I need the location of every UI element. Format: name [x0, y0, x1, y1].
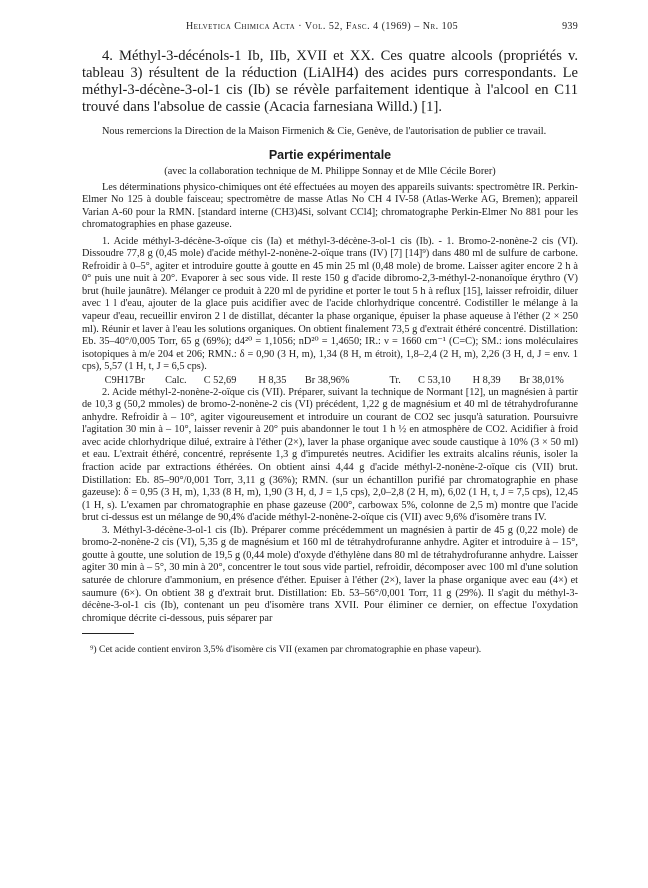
paragraph-apparatus: Les déterminations physico-chimiques ont été effectuées au moyen des appareils suivants: spectromètre IR. Perkin-Elmer No 125 à double faisceau; spectromètre de masse Atlas No CH 4 IV-58 (Atlas-Werke AG, Bremen); appareil Varian A-60 pour la RMN. [standard interne (CH3)4Si, solvant CCl4]; chromatographe Perkin-Elmer No 881 pour les chromatographies en phase gazeuse.: [82, 181, 578, 231]
found-label: Tr.: [389, 374, 401, 386]
found-br: Br 38,01%: [519, 374, 564, 386]
paragraph-methyl-decenols: 4. Méthyl-3-décénols-1 Ib, IIb, XVII et XX. Ces quatre alcools (propriétés v. tableau 3) résultent de la réduction (LiAlH4) des acides purs correspondants. Le méthyl-3-décène-3-ol-1 cis (Ib) se révèle parfaitement identique à l'alcool en C11 trouvé dans l'absolue de cassie (Acacia farnesiana Willd.) [1].: [82, 48, 578, 115]
footnote: ⁹) Cet acide contient environ 3,5% d'isomère cis VII (examen par chromatographie en phase vapeur).: [90, 643, 482, 655]
calc-label: Calc.: [165, 374, 187, 386]
section-title: Partie expérimentale: [268, 147, 392, 162]
paragraph-acknowledgement: Nous remercions la Direction de la Maison Firmenich & Cie, Genève, de l'autorisation de publier ce travail.: [102, 126, 547, 137]
footnote-rule: [82, 633, 134, 634]
collaboration-note: (avec la collaboration technique de M. Philippe Sonnay et de Mlle Cécile Borer): [164, 165, 496, 177]
running-head: [82, 18, 578, 34]
page-number: 939: [562, 20, 578, 32]
calc-c: C 52,69: [203, 374, 237, 386]
elemental-analysis: [82, 374, 578, 387]
page: [82, 18, 578, 666]
calc-br: Br 38,96%: [304, 374, 350, 386]
paragraph-procedure-3: 3. Méthyl-3-décène-3-ol-1 cis (Ib). Préparer comme précédemment un magnésien à partir de 45 g (0,22 mole) de bromo-2-nonène-2 cis (VI), 5,35 g de magnésium et 160 ml de tétrahydrofuranne anhydre. Agiter et introduire à – 15°, goutte à goutte, une solution de 19,5 g (0,44 mole) d'oxyde d'éthylène dans 80 ml de tétrahydrofuranne anhydre. Laisser agiter 30 min à – 5°, 30 min à 20°, concentrer le tout sous vide partiel, refroidir, décomposer avec 100 ml d'une solution saturée de chlorure d'ammonium, en présence d'éther. Epuiser à l'éther (2×), laver la phase organique avec eau (4×) et saumure (6×). On obtient 38 g d'extrait brut. Distillation: Eb. 53–56°/0,001 Torr, 11 g (29%). Il s'agit du méthyl-3-décène-3-ol-1 cis (Ib), contenant un peu d'isomère trans XVII. Pour éliminer ce dernier, on effectue l'oxydation chromique décrite ci-dessous, puis séparer par: [82, 524, 578, 624]
formula-compound: C9H17Br: [104, 374, 145, 386]
paragraph-procedure-1: 1. Acide méthyl-3-décène-3-oïque cis (Ia) et méthyl-3-décène-3-ol-1 cis (Ib). - 1. Bromo-2-nonène-2 cis (VI). Dissoudre 77,8 g (0,45 mole) d'acide méthyl-2-nonène-2-oïque trans (IV) [7] [14]⁹) dans 480 ml de sulfure de carbone. Refroidir à 0–5°, agiter et introduire goutte à goutte en 45 min 25 ml (0,48 mole) de brome. Laisser agiter encore 2 h à 0° puis une nuit à 20°. Evaporer à sec sous vide. Il reste 150 g d'acide dibromo-2,3-méthyl-2-nonanoïque érythro (V) brut (huile jaunâtre). Mélanger ce produit à 220 ml de pyridine et porter le tout 5 h à reflux [15], laisser refroidir, diluer avec 1 l d'eau, ajouter de la glace puis acidifier avec de l'acide chlorhydrique concentré. Codistiller le mélange à la vapeur d'eau, recueillir environ 2 l de distillat, décanter la phase organique, épuiser la phase aqueuse à l'éther (2 × 250 ml). Réunir et laver à l'eau les solutions organiques. On obtient finalement 73,5 g d'extrait éthéré concentré. Distillation: Eb. 35–40°/0,005 Torr, 65 g (69%); d4²⁰ = 1,1056; nD²⁰ = 1,4650; IR.: ν = 1660 cm⁻¹ (C=C); SM.: ions moléculaires isotopiques à m/e 204 et 206; RMN.: δ = 0,90 (3 H, m), 1,34 (8 H, m étroit), 1,8–2,4 (2 H, m), 2,26 (3 H, d, J = env. 1 cps), 5,57 (1 H, t, J = 6,5 cps).: [82, 235, 578, 373]
found-h: H 8,39: [472, 374, 501, 386]
running-head-title: Helvetica Chimica Acta · Vol. 52, Fasc. 4 (1969) – Nr. 105: [185, 20, 459, 32]
paragraph-procedure-2: 2. Acide méthyl-2-nonène-2-oïque cis (VII). Préparer, suivant la technique de Normant [12], un magnésien à partir de 10,3 g (50,2 mmoles) de bromo-2-nonène-2 cis (VI) précédent, 1,22 g de magnésium et 40 ml de tétrahydrofuranne anhydre. Refroidir à – 10°, agiter vigoureusement et introduire un courant de CO2 sec jusqu'à saturation. Poursuivre l'agitation 30 min à – 10°, laisser revenir à 20° puis abandonner le tout 1 h ½ en atmosphère de CO2. Acidifier à froid avec acide chlorhydrique dilué, extraire à l'éther (2×), laver la phase organique avec soude caustique à 10% (3 × 50 ml) et eau. L'extrait éthéré, concentré, représente 1,3 g d'impuretés neutres. Acidifier les extraits alcalins réunis, isoler la fraction acide par extractions éthérées. On obtient ainsi 4,44 g d'acide méthyl-2-nonène-2-oïque cis (VII) brut. Distillation: Eb. 85–90°/0,001 Torr, 3,11 g (36%); RMN. (sur un échantillon purifié par chromatographie en phase gazeuse): δ = 0,95 (3 H, m), 1,33 (8 H, m), 1,90 (3 H, d, J = 1,5 cps), 2,0–2,8 (2 H, m), 6,02 (1 H, t, J = 7,5 cps), 12,45 (1 H, s). L'examen par chromatographie en phase gazeuse (200°, carbowax 5%, colonne de 2,5 m) montre que l'acide brut ci-dessus est un mélange de 90,4% d'acide méthyl-2-nonène-2-oïque cis (VII) avec 9,6% d'isomère trans IV.: [82, 386, 578, 524]
calc-h: H 8,35: [258, 374, 287, 386]
found-c: C 53,10: [418, 374, 451, 386]
